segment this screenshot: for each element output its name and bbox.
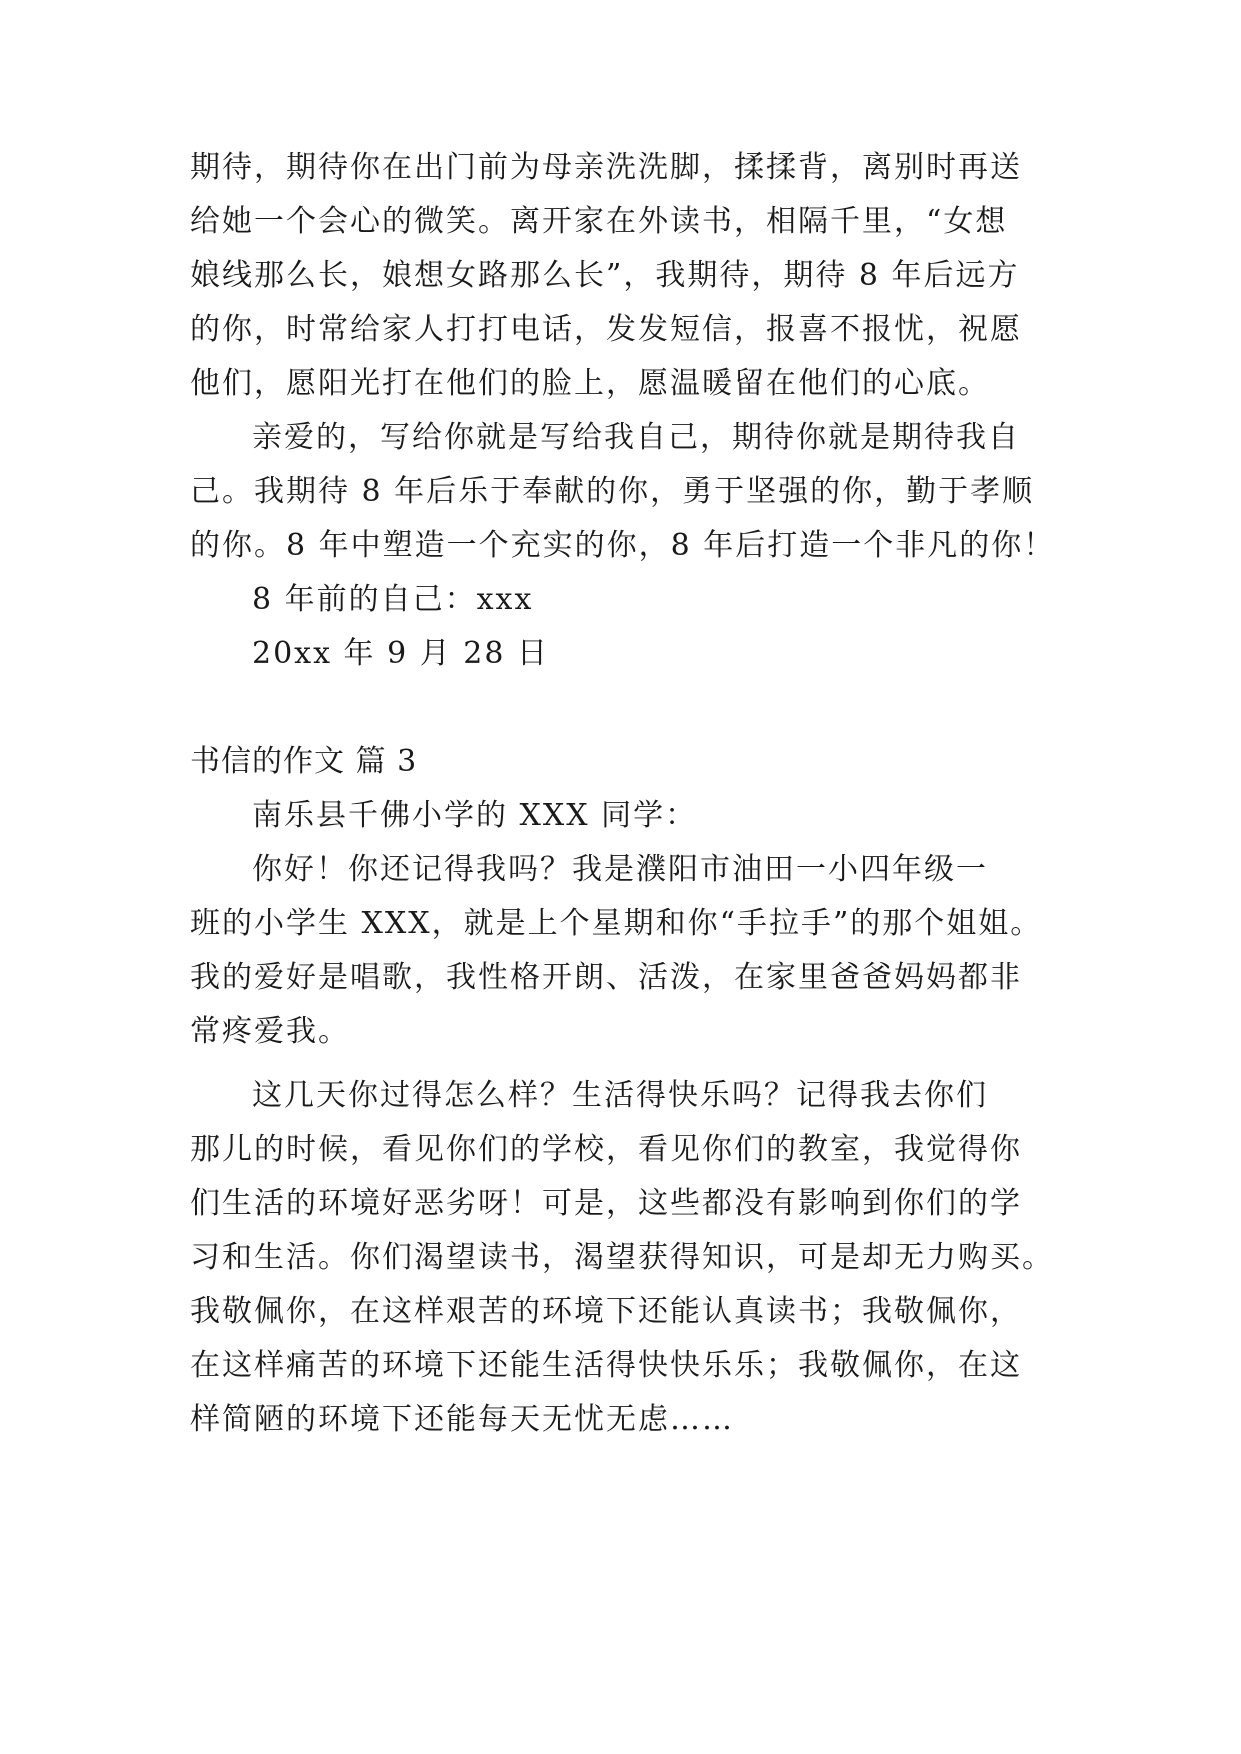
- paragraph-line: 我的爱好是唱歌，我性格开朗、活泼，在家里爸爸妈妈都非: [190, 960, 1022, 995]
- paragraph-line: 班的小学生 XXX，就是上个星期和你“手拉手”的那个姐姐。: [190, 906, 1043, 941]
- paragraph-line: 的你，时常给家人打打电话，发发短信，报喜不报忧，祝愿: [190, 312, 1022, 347]
- paragraph-line: 样简陋的环境下还能每天无忧无虑……: [190, 1402, 734, 1437]
- paragraph-line: 己。我期待 8 年后乐于奉献的你，勇于坚强的你，勤于孝顺: [190, 474, 1035, 509]
- paragraph-line: 那儿的时候，看见你们的学校，看见你们的教室，我觉得你: [190, 1132, 1022, 1167]
- paragraph-line: 在这样痛苦的环境下还能生活得快快乐乐；我敬佩你，在这: [190, 1348, 1022, 1383]
- paragraph-line: 娘线那么长，娘想女路那么长”，我期待，期待 8 年后远方: [190, 258, 1020, 293]
- letter-date: 20xx 年 9 月 28 日: [252, 636, 549, 671]
- signature: 8 年前的自己：xxx: [252, 582, 534, 617]
- paragraph-line: 给她一个会心的微笑。离开家在外读书，相隔千里，“女想: [190, 204, 1008, 239]
- paragraph-line: 习和生活。你们渴望读书，渴望获得知识，可是却无力购买。: [190, 1240, 1054, 1275]
- paragraph-line: 亲爱的，写给你就是写给我自己，期待你就是期待我自: [252, 420, 1020, 455]
- paragraph-line: 我敬佩你，在这样艰苦的环境下还能认真读书；我敬佩你，: [190, 1294, 1022, 1329]
- paragraph-line: 的你。8 年中塑造一个充实的你，8 年后打造一个非凡的你！: [190, 528, 1056, 563]
- salutation: 南乐县千佛小学的 XXX 同学：: [252, 798, 698, 833]
- paragraph-line: 期待，期待你在出门前为母亲洗洗脚，揉揉背，离别时再送: [190, 150, 1022, 185]
- paragraph-line: 你好！你还记得我吗？我是濮阳市油田一小四年级一: [252, 852, 988, 887]
- paragraph-line: 们生活的环境好恶劣呀！可是，这些都没有影响到你们的学: [190, 1186, 1022, 1221]
- paragraph-line: 常疼爱我。: [190, 1014, 350, 1049]
- paragraph-line: 他们，愿阳光打在他们的脸上，愿温暖留在他们的心底。: [190, 366, 990, 401]
- paragraph-line: 这几天你过得怎么样？生活得快乐吗？记得我去你们: [252, 1078, 988, 1113]
- section-title: 书信的作文 篇 3: [190, 744, 418, 779]
